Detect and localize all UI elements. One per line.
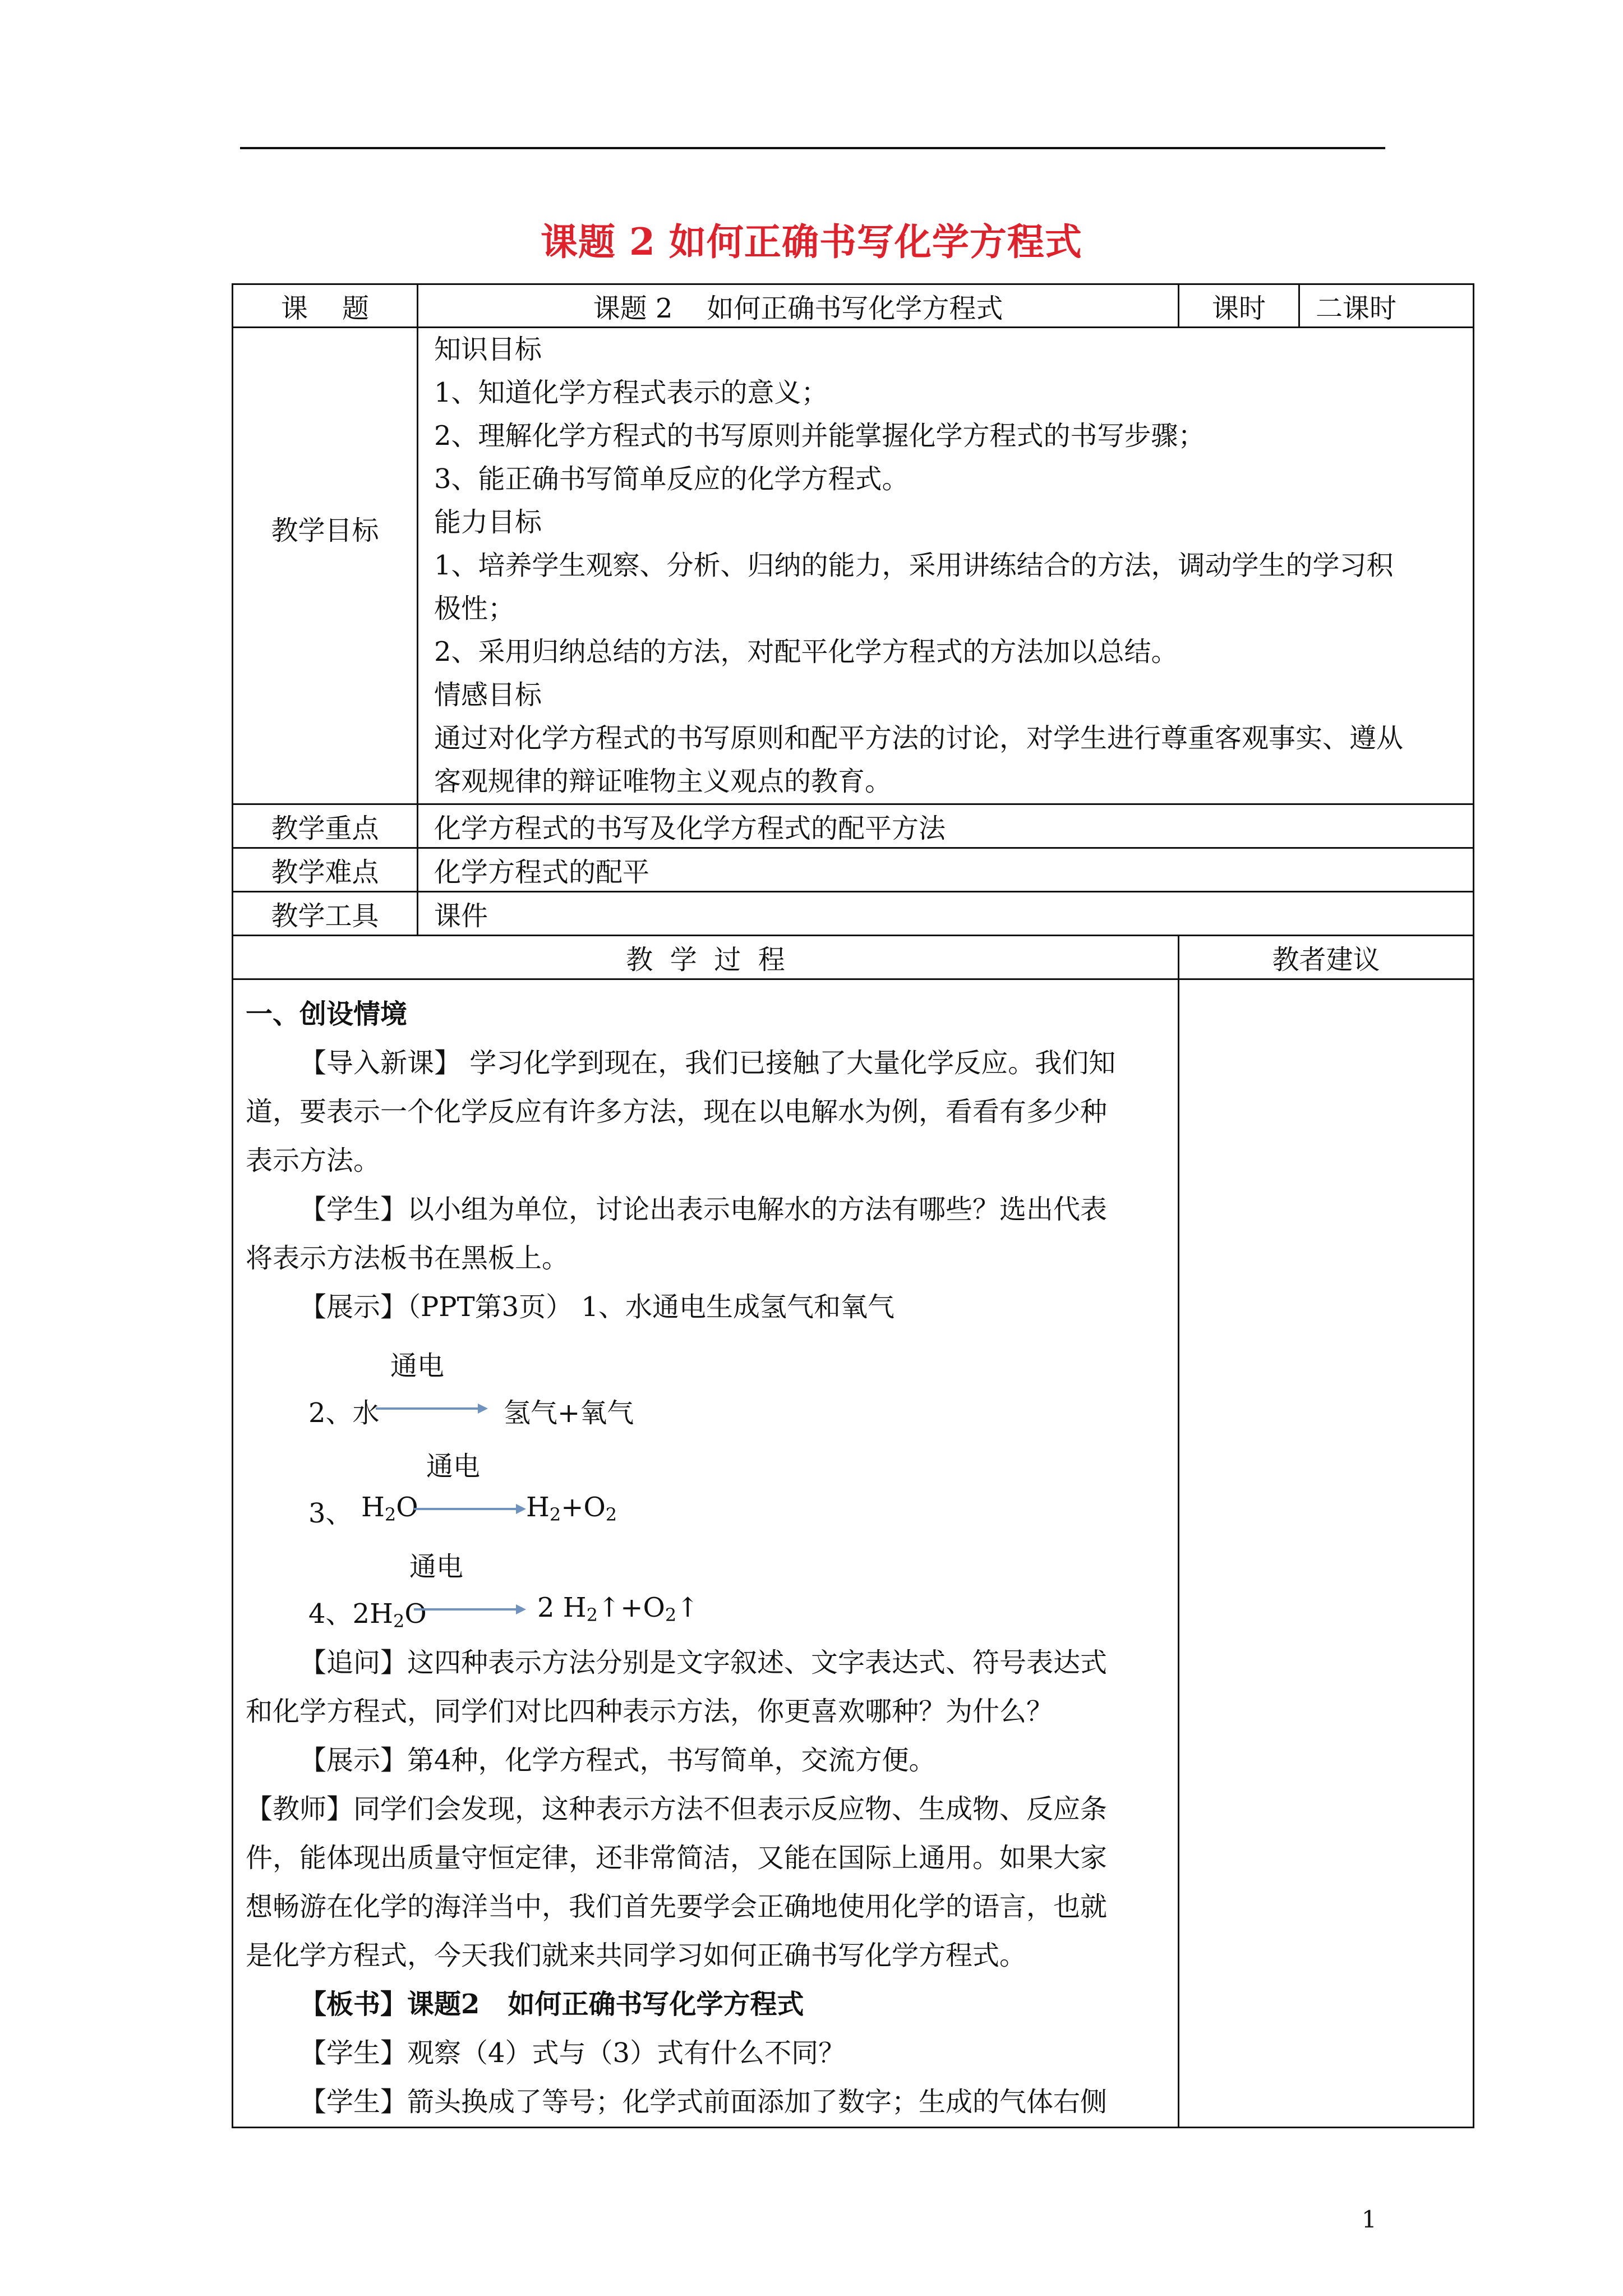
paragraph-line: 件，能体现出质量守恒定律，还非常简洁，又能在国际上通用。如果大家 bbox=[246, 1842, 1108, 1874]
condition-label: 通电 bbox=[426, 1451, 481, 1482]
section-title: 一、创设情境 bbox=[246, 999, 408, 1030]
key-point-label: 教学重点 bbox=[233, 804, 418, 848]
goal-line: 极性； bbox=[434, 593, 515, 624]
condition-label: 通电 bbox=[409, 1551, 464, 1582]
goals-row bbox=[233, 328, 1474, 804]
eq3-reactant bbox=[361, 1492, 418, 1525]
process-header: 教 学 过 程 bbox=[233, 936, 1179, 979]
goal-line: 能力目标 bbox=[434, 507, 542, 538]
eq3-products bbox=[526, 1492, 617, 1525]
eq2-reactant: 2、水 bbox=[308, 1397, 380, 1429]
topic-value: 课题 2 如何正确书写化学方程式 bbox=[418, 284, 1179, 328]
lesson-plan-table bbox=[232, 283, 1474, 2128]
difficulty-value: 化学方程式的配平 bbox=[418, 848, 1474, 892]
eq4-product-tail: ↑ bbox=[676, 1592, 699, 1623]
eq2-product: 氢气+氧气 bbox=[504, 1397, 634, 1429]
hours-label: 课时 bbox=[1179, 284, 1299, 328]
reaction-arrow-icon bbox=[414, 1501, 526, 1517]
eq4-reactant-tail: O bbox=[404, 1598, 427, 1630]
eq4-product-subscript: 2 bbox=[665, 1604, 677, 1626]
goal-line: 2、采用归纳总结的方法，对配平化学方程式的方法加以总结。 bbox=[434, 636, 1178, 668]
equation-4 bbox=[246, 1584, 1165, 1633]
hours-value: 二课时 bbox=[1299, 284, 1474, 328]
topic-label: 课 题 bbox=[233, 284, 418, 328]
paragraph-line: 【导入新课】 学习化学到现在，我们已接触了大量化学反应。我们知 bbox=[299, 1047, 1116, 1079]
header-rule bbox=[240, 147, 1385, 149]
eq4-reactant bbox=[308, 1592, 427, 1632]
goal-line: 知识目标 bbox=[434, 334, 542, 365]
paragraph-line: 【学生】观察（4）式与（3）式有什么不同？ bbox=[299, 2037, 846, 2069]
eq3-product-symbol: H bbox=[526, 1492, 550, 1523]
paragraph-line: 将表示方法板书在黑板上。 bbox=[246, 1243, 569, 1274]
tools-label: 教学工具 bbox=[233, 892, 418, 936]
eq3-reactant-symbol: H bbox=[361, 1492, 385, 1523]
equation-4-condition bbox=[246, 1539, 1165, 1584]
goal-line: 情感目标 bbox=[434, 679, 542, 711]
eq4-reactant-symbol: 4、2H bbox=[308, 1598, 393, 1630]
difficulty-label: 教学难点 bbox=[233, 848, 418, 892]
goal-line: 1、培养学生观察、分析、归纳的能力，采用讲练结合的方法，调动学生的学习积 bbox=[434, 550, 1394, 581]
process-content bbox=[233, 979, 1179, 2128]
equation-3-condition bbox=[246, 1439, 1165, 1484]
page-number: 1 bbox=[1362, 2206, 1377, 2233]
equation-2-condition bbox=[246, 1338, 1165, 1383]
key-point-value: 化学方程式的书写及化学方程式的配平方法 bbox=[418, 804, 1474, 848]
eq3-reactant-subscript: 2 bbox=[384, 1504, 396, 1525]
equation-3 bbox=[246, 1484, 1165, 1533]
difficulty-row bbox=[233, 848, 1474, 892]
paragraph-line: 表示方法。 bbox=[246, 1145, 381, 1176]
goal-line: 1、知道化学方程式表示的意义； bbox=[434, 377, 828, 408]
paragraph-line: 道，要表示一个化学反应有许多方法，现在以电解水为例，看看有多少种 bbox=[246, 1096, 1108, 1128]
paragraph-line: 和化学方程式，同学们对比四种表示方法，你更喜欢哪种？为什么？ bbox=[246, 1696, 1054, 1727]
goal-line: 客观规律的辩证唯物主义观点的教育。 bbox=[434, 766, 892, 797]
paragraph-line: 【展示】（PPT第3页） 1、水通电生成氢气和氧气 bbox=[299, 1291, 895, 1323]
paragraph-line: 【学生】以小组为单位，讨论出表示电解水的方法有哪些？选出代表 bbox=[299, 1194, 1108, 1225]
eq3-product-subscript: 2 bbox=[549, 1504, 561, 1525]
eq3-reactant-tail: O bbox=[396, 1492, 418, 1523]
eq4-product-mid: ↑+O bbox=[598, 1592, 665, 1623]
advice-header: 教者建议 bbox=[1179, 936, 1474, 979]
paragraph-line: 【学生】箭头换成了等号；化学式前面添加了数字；生成的气体右侧 bbox=[299, 2086, 1108, 2118]
eq4-product-subscript: 2 bbox=[586, 1604, 598, 1626]
goal-line: 通过对化学方程式的书写原则和配平方法的讨论，对学生进行尊重客观事实、遵从 bbox=[434, 723, 1404, 754]
key-point-row bbox=[233, 804, 1474, 848]
paragraph-line: 【追问】这四种表示方法分别是文字叙述、文字表达式、符号表达式 bbox=[299, 1647, 1108, 1678]
goal-line: 2、理解化学方程式的书写原则并能掌握化学方程式的书写步骤； bbox=[434, 420, 1205, 452]
eq4-product-symbol: 2 H bbox=[537, 1592, 587, 1623]
reaction-arrow-icon bbox=[376, 1400, 488, 1417]
process-row bbox=[233, 979, 1474, 2128]
advice-content bbox=[1179, 979, 1474, 2128]
goals-content bbox=[418, 328, 1474, 804]
equation-2 bbox=[246, 1383, 1165, 1432]
eq4-reactant-subscript: 2 bbox=[393, 1611, 405, 1632]
topic-row bbox=[233, 284, 1474, 328]
goals-label: 教学目标 bbox=[233, 328, 418, 804]
process-header-row bbox=[233, 936, 1474, 979]
tools-row bbox=[233, 892, 1474, 936]
paragraph-line: 【展示】第4种，化学方程式，书写简单，交流方便。 bbox=[299, 1745, 936, 1776]
document-title: 课题 2 如何正确书写化学方程式 bbox=[541, 220, 1082, 264]
condition-label: 通电 bbox=[390, 1350, 445, 1382]
reaction-arrow-icon bbox=[414, 1601, 526, 1618]
board-heading: 【板书】课题2 如何正确书写化学方程式 bbox=[299, 1989, 804, 2020]
eq4-products bbox=[537, 1592, 699, 1626]
paragraph-line: 【教师】同学们会发现，这种表示方法不但表示反应物、生成物、反应条 bbox=[246, 1793, 1108, 1825]
goal-line: 3、能正确书写简单反应的化学方程式。 bbox=[434, 463, 909, 495]
eq3-index: 3、 bbox=[308, 1498, 353, 1529]
tools-value: 课件 bbox=[418, 892, 1474, 936]
eq3-product-plus: +O bbox=[561, 1492, 606, 1523]
paragraph-line: 是化学方程式，今天我们就来共同学习如何正确书写化学方程式。 bbox=[246, 1940, 1027, 1971]
eq3-product-subscript: 2 bbox=[605, 1504, 617, 1525]
paragraph-line: 想畅游在化学的海洋当中，我们首先要学会正确地使用化学的语言，也就 bbox=[246, 1891, 1108, 1922]
